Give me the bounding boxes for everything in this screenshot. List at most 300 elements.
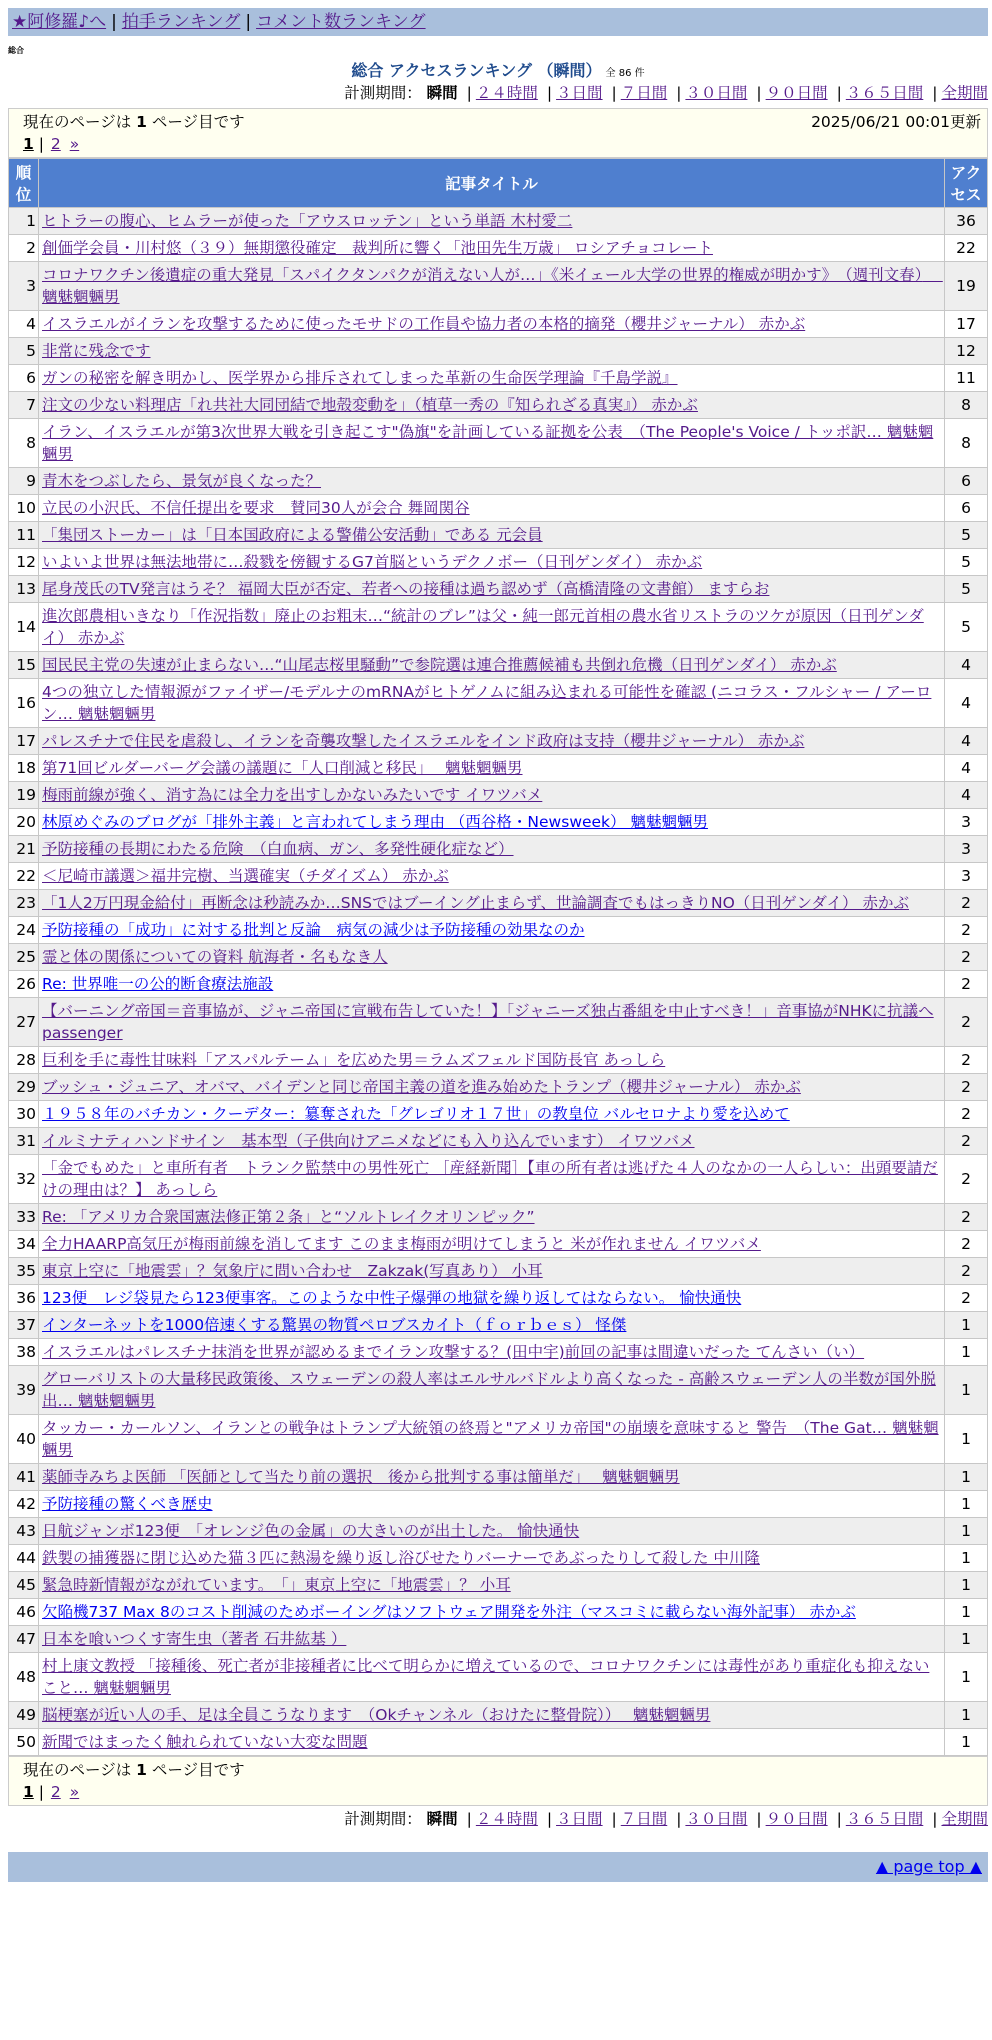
rank-number: 42 (9, 1491, 39, 1518)
article-title-link[interactable]: コロナワクチン後遺症の重大発見「スパイクタンパクが消えない人が…」《米イェール大学の世界的権威が明かす》 （週刊文春） 魑魅魍魎男 (42, 266, 943, 306)
article-title-link[interactable]: １９５８年のバチカン・クーデター：簒奪された「グレゴリオ１７世」の教皇位 バルセロナより愛を込めて (42, 1105, 790, 1123)
table-row (9, 1101, 988, 1128)
article-title-link[interactable]: 巨利を手に毒性甘味料「アスパルテーム」を広めた男＝ラムズフェルド国防長官 あっしら (42, 1051, 666, 1069)
rank-number: 36 (9, 1285, 39, 1312)
rank-number: 43 (9, 1518, 39, 1545)
access-count: 6 (945, 495, 988, 522)
table-row (9, 1047, 988, 1074)
table-row (9, 1599, 988, 1626)
article-title-link[interactable]: 非常に残念です (42, 342, 151, 360)
table-row (9, 1545, 988, 1572)
article-title-cell (39, 1101, 945, 1128)
article-title-cell (39, 1572, 945, 1599)
access-count: 1 (945, 1599, 988, 1626)
header-rank: 順位 (9, 159, 39, 208)
period-option[interactable]: ３日間 (556, 84, 603, 102)
table-row (9, 679, 988, 728)
article-title-cell (39, 1702, 945, 1729)
article-title-link[interactable]: 「金でもめた」と車所有者 トランク監禁中の男性死亡 ［産経新聞］【車の所有者は逃げた４人のなかの一人らしい：出頭要請だけの理由は？】 あっしら (42, 1159, 938, 1199)
rank-number: 25 (9, 944, 39, 971)
article-title-cell (39, 576, 945, 603)
rank-number: 8 (9, 419, 39, 468)
rank-number: 33 (9, 1204, 39, 1231)
article-title-cell (39, 836, 945, 863)
table-row (9, 1702, 988, 1729)
table-row (9, 338, 988, 365)
article-title-link[interactable]: 立民の小沢氏、不信任提出を要求 賛同30人が会合 舞岡関谷 (42, 499, 470, 517)
pager-current-page: 1 (23, 135, 34, 153)
article-title-link[interactable]: 国民民主党の失速が止まらない…“山尾志桜里騒動”で参院選は連合推薦候補も共倒れ危機（日刊ゲンダイ） 赤かぶ (42, 656, 837, 674)
period-option[interactable]: ７日間 (620, 1810, 668, 1828)
access-count: 1 (945, 1366, 988, 1415)
period-selector-top: 計測期間： 瞬間 | ２４時間 | ３日間 | ７日間 | ３０日間 | ９０日間 | ３６５日間 | 全期間 (344, 84, 988, 102)
table-row (9, 917, 988, 944)
access-count: 3 (945, 863, 988, 890)
rank-number: 50 (9, 1729, 39, 1756)
access-count: 1 (945, 1626, 988, 1653)
article-title-cell (39, 235, 945, 262)
category-label: 総合 (8, 46, 24, 55)
article-title-link[interactable]: グローバリストの大量移民政策後、スウェーデンの殺人率はエルサルバドルより高くなった - 高齢スウェーデン人の半数が国外脱出… 魑魅魍魎男 (42, 1370, 936, 1410)
rank-number: 6 (9, 365, 39, 392)
period-option[interactable]: ３６５日間 (845, 84, 924, 102)
article-title-cell (39, 809, 945, 836)
header-title: 記事タイトル (39, 159, 945, 208)
article-title-cell (39, 338, 945, 365)
table-row (9, 576, 988, 603)
access-count: 1 (945, 1518, 988, 1545)
access-count: 4 (945, 728, 988, 755)
table-row (9, 603, 988, 652)
article-title-link[interactable]: 林原めぐみのブログが「排外主義」と言われてしまう理由 （西谷格・Newsweek） 魑魅魍魎男 (42, 813, 708, 831)
rank-number: 4 (9, 311, 39, 338)
article-title-cell (39, 262, 945, 311)
access-count: 2 (945, 1128, 988, 1155)
rank-number: 49 (9, 1702, 39, 1729)
article-title-link[interactable]: ＜尼崎市議選＞福井完樹、当選確実（チダイズム） 赤かぶ (42, 867, 449, 885)
article-title-cell (39, 1155, 945, 1204)
article-title-cell (39, 419, 945, 468)
table-row (9, 419, 988, 468)
article-title-link[interactable]: 村上康文教授 「接種後、死亡者が非接種者に比べて明らかに増えているので、コロナワクチンには毒性があり重症化も抑えないこと… 魑魅魍魎男 (42, 1657, 930, 1697)
table-row (9, 1285, 988, 1312)
pager: 1 | 2 » (23, 1783, 80, 1801)
article-title-link[interactable]: 「集団ストーカー」は「日本国政府による警備公安活動」である 元会員 (42, 526, 543, 544)
access-count: 5 (945, 603, 988, 652)
article-title-cell (39, 1231, 945, 1258)
table-row (9, 755, 988, 782)
article-title-link[interactable]: 日本を喰いつくす寄生虫（著者 石井紘基 ） (42, 1630, 347, 1648)
article-title-link[interactable]: 123便 レジ袋見たら123便事客。このような中性子爆弾の地獄を繰り返してはならない。 愉快通快 (42, 1289, 742, 1307)
table-row (9, 1729, 988, 1756)
access-count: 4 (945, 679, 988, 728)
table-row (9, 495, 988, 522)
access-count: 5 (945, 522, 988, 549)
table-row (9, 1204, 988, 1231)
access-count: 3 (945, 836, 988, 863)
article-title-cell (39, 755, 945, 782)
article-title-cell (39, 890, 945, 917)
article-title-cell (39, 495, 945, 522)
article-title-cell (39, 1545, 945, 1572)
access-count: 4 (945, 755, 988, 782)
article-title-link[interactable]: イルミナティハンドサイン 基本型（子供向けアニメなどにも入り込んでいます） イワツバメ (42, 1132, 695, 1150)
period-current: 瞬間 (426, 84, 458, 102)
article-title-cell (39, 1729, 945, 1756)
article-title-link[interactable]: ヒトラーの腹心、ヒムラーが使った「アウスロッテン」という単語 木村愛二 (42, 212, 573, 230)
table-row (9, 1572, 988, 1599)
ranking-table-body (9, 208, 988, 1756)
table-row (9, 1415, 988, 1464)
table-row (9, 836, 988, 863)
table-row (9, 522, 988, 549)
access-count: 2 (945, 1155, 988, 1204)
period-option[interactable]: ２４時間 (475, 84, 538, 102)
table-row (9, 1464, 988, 1491)
rank-number: 31 (9, 1128, 39, 1155)
table-row (9, 1231, 988, 1258)
article-title-link[interactable]: ガンの秘密を解き明かし、医学界から排斥されてしまった革新の生命医学理論『千島学説』 (42, 369, 678, 387)
access-count: 22 (945, 235, 988, 262)
rank-number: 14 (9, 603, 39, 652)
article-title-link[interactable]: 尾身茂氏のTV発言はうそ？ 福岡大臣が否定、若者への接種は過ち認めず（高橋清隆の文書館） ますらお (42, 580, 770, 598)
article-title-cell (39, 1312, 945, 1339)
article-title-link[interactable]: 新聞ではまったく触れられていない大変な問題 (42, 1733, 368, 1751)
access-count: 2 (945, 1231, 988, 1258)
period-current: 瞬間 (426, 1810, 458, 1828)
rank-number: 13 (9, 576, 39, 603)
article-title-link[interactable]: いよいよ世界は無法地帯に…殺戮を傍観するG7首脳というデクノボー（日刊ゲンダイ） 赤かぶ (42, 553, 703, 571)
article-title-cell (39, 1366, 945, 1415)
period-option[interactable]: 全期間 (941, 84, 988, 102)
pager-page-2[interactable]: 2 (50, 135, 61, 153)
article-title-cell (39, 522, 945, 549)
period-option[interactable]: ７日間 (620, 84, 668, 102)
period-option[interactable]: ９０日間 (765, 1810, 828, 1828)
access-count: 1 (945, 1702, 988, 1729)
article-title-link[interactable]: 創価学会員・川村悠（３９）無期懲役確定 裁判所に響く「池田先生万歳」 ロシアチョコレート (42, 239, 713, 257)
table-row (9, 365, 988, 392)
article-title-cell (39, 208, 945, 235)
table-row (9, 863, 988, 890)
table-row (9, 392, 988, 419)
article-title-link[interactable]: 東京上空に「地震雲」？気象庁に問い合わせ Zakzak(写真あり） 小耳 (42, 1262, 543, 1280)
article-title-cell (39, 971, 945, 998)
period-option[interactable]: ３０日間 (685, 84, 748, 102)
article-title-cell (39, 782, 945, 809)
access-count: 17 (945, 311, 988, 338)
ranking-title-row (8, 60, 988, 82)
access-count: 1 (945, 1545, 988, 1572)
rank-number: 30 (9, 1101, 39, 1128)
access-count: 4 (945, 652, 988, 679)
article-title-cell (39, 1464, 945, 1491)
table-header-row (9, 159, 988, 208)
article-title-cell (39, 365, 945, 392)
table-row (9, 1074, 988, 1101)
article-title-link[interactable]: 「1人2万円現金給付」再断念は秒読みか…SNSではブーイング止まらず、世論調査でもはっきりNO（日刊ゲンダイ） 赤かぶ (42, 894, 909, 912)
rank-number: 20 (9, 809, 39, 836)
access-count: 1 (945, 1653, 988, 1702)
access-count: 2 (945, 998, 988, 1047)
access-count: 2 (945, 917, 988, 944)
article-title-cell (39, 603, 945, 652)
access-count: 1 (945, 1312, 988, 1339)
page-info-box-top (8, 108, 988, 158)
table-row (9, 468, 988, 495)
rank-number: 28 (9, 1047, 39, 1074)
rank-number: 22 (9, 863, 39, 890)
footer-bar (8, 1852, 988, 1882)
rank-number: 19 (9, 782, 39, 809)
rank-number: 41 (9, 1464, 39, 1491)
article-title-link[interactable]: イスラエルはパレスチナ抹消を世界が認めるまでイラン攻撃する？(田中宇)前回の記事は間違いだった てんさい（い） (42, 1343, 865, 1361)
table-row (9, 208, 988, 235)
access-count: 2 (945, 1047, 988, 1074)
table-row (9, 1653, 988, 1702)
access-count: 3 (945, 809, 988, 836)
page-info-box-bottom (8, 1756, 988, 1806)
article-title-cell (39, 1653, 945, 1702)
table-row (9, 728, 988, 755)
rank-number: 40 (9, 1415, 39, 1464)
access-count: 1 (945, 1464, 988, 1491)
period-option[interactable]: ２４時間 (475, 1810, 538, 1828)
pager-current-page: 1 (23, 1783, 34, 1801)
table-row (9, 1312, 988, 1339)
article-title-link[interactable]: 脳梗塞が近い人の手、足は全員こうなります （Okチャンネル（おけたに整骨院）） 魑魅魍魎男 (42, 1706, 711, 1724)
rank-number: 39 (9, 1366, 39, 1415)
period-option[interactable]: 全期間 (941, 1810, 988, 1828)
rank-number: 16 (9, 679, 39, 728)
article-title-cell (39, 1415, 945, 1464)
nav-link-comment-ranking[interactable]: コメント数ランキング (256, 12, 426, 32)
article-title-link[interactable]: 進次郎農相いきなり「作況指数」廃止のお粗末…“統計のブレ”は父・純一郎元首相の農水省リストラのツケが原因（日刊ゲンダイ） 赤かぶ (42, 607, 924, 647)
access-count: 11 (945, 365, 988, 392)
access-count: 2 (945, 971, 988, 998)
header-count: アクセス (945, 159, 988, 208)
article-title-link[interactable]: タッカー・カールソン、イランとの戦争はトランプ大統領の終焉と"アメリカ帝国"の崩壊を意味すると 警告 （The Gat… 魑魅魍魎男 (42, 1419, 939, 1459)
pager-next[interactable]: » (69, 135, 80, 153)
article-title-cell (39, 311, 945, 338)
article-title-link[interactable]: パレスチナで住民を虐殺し、イランを奇襲攻撃したイスラエルをインド政府は支持（櫻井ジャーナル） 赤かぶ (42, 732, 805, 750)
period-option[interactable]: ３０日間 (685, 1810, 748, 1828)
access-count: 5 (945, 576, 988, 603)
article-title-link[interactable]: 4つの独立した情報源がファイザー/モデルナのmRNAがヒトゲノムに組み込まれる可能性を確認 (ニコラス・フルシャー / アーロン… 魑魅魍魎男 (42, 683, 932, 723)
nav-separator: | (111, 12, 117, 32)
article-title-link[interactable]: 全力HAARP高気圧が梅雨前線を消してます このまま梅雨が明けてしまうと 米が作れません イワツバメ (42, 1235, 761, 1253)
table-row (9, 1366, 988, 1415)
rank-number: 24 (9, 917, 39, 944)
rank-number: 29 (9, 1074, 39, 1101)
access-count: 5 (945, 549, 988, 576)
article-title-cell (39, 917, 945, 944)
table-row (9, 809, 988, 836)
article-title-link[interactable]: 第71回ビルダーバーグ会議の議題に「人口削減と移民」 魑魅魍魎男 (42, 759, 523, 777)
rank-number: 32 (9, 1155, 39, 1204)
article-title-link[interactable]: Re: 「アメリカ合衆国憲法修正第２条」と“ソルトレイクオリンピック” (42, 1208, 535, 1226)
article-title-link[interactable]: 欠陥機737 Max 8のコスト削減のためボーイングはソフトウェア開発を外注（マスコミに載らない海外記事） 赤かぶ (42, 1603, 856, 1621)
access-count: 1 (945, 1729, 988, 1756)
article-title-cell (39, 1339, 945, 1366)
rank-number: 23 (9, 890, 39, 917)
access-count: 8 (945, 419, 988, 468)
ranking-table (8, 158, 988, 1756)
rank-number: 35 (9, 1258, 39, 1285)
rank-number: 11 (9, 522, 39, 549)
article-title-cell (39, 1285, 945, 1312)
table-row (9, 549, 988, 576)
article-title-link[interactable]: ブッシュ・ジュニア、オバマ、バイデンと同じ帝国主義の道を進み始めたトランプ（櫻井ジャーナル） 赤かぶ (42, 1078, 801, 1096)
table-row (9, 782, 988, 809)
article-title-link[interactable]: イラン、イスラエルが第3次世界大戦を引き起こす"偽旗"を計画している証拠を公表 （The People's Voice / トッポ訳… 魑魅魍魎男 (42, 423, 934, 463)
article-title-link[interactable]: 注文の少ない料理店「れ共社大同団結で地殻変動を」（植草一秀の『知られざる真実』） 赤かぶ (42, 396, 698, 414)
rank-number: 38 (9, 1339, 39, 1366)
rank-number: 12 (9, 549, 39, 576)
rank-number: 3 (9, 262, 39, 311)
article-title-cell (39, 1074, 945, 1101)
article-title-cell (39, 1491, 945, 1518)
article-title-link[interactable]: イスラエルがイランを攻撃するために使ったモサドの工作員や協力者の本格的摘発（櫻井ジャーナル） 赤かぶ (42, 315, 806, 333)
article-title-link[interactable]: 予防接種の驚くべき歴史 (42, 1495, 213, 1513)
period-option[interactable]: ３６５日間 (845, 1810, 924, 1828)
table-row (9, 1258, 988, 1285)
rank-number: 2 (9, 235, 39, 262)
access-count: 2 (945, 1285, 988, 1312)
page-status: 現在のページは 1 ページ目です (23, 113, 245, 131)
article-title-cell (39, 549, 945, 576)
rank-number: 10 (9, 495, 39, 522)
access-count: 2 (945, 1101, 988, 1128)
access-count: 36 (945, 208, 988, 235)
period-selector-bottom: 計測期間： 瞬間 | ２４時間 | ３日間 | ７日間 | ３０日間 | ９０日間 | ３６５日間 | 全期間 (344, 1810, 988, 1828)
nav-link-asyura-home[interactable]: ★阿修羅♪へ (12, 12, 107, 32)
access-count: 2 (945, 1204, 988, 1231)
ranking-title: 総合 アクセスランキング （瞬間） (351, 61, 602, 80)
pager: 1 | 2 » (23, 135, 80, 153)
article-title-link[interactable]: 薬師寺みちよ医師 「医師として当たり前の選択 後から批判する事は簡単だ」 魑魅魍魎男 (42, 1468, 680, 1486)
period-option[interactable]: ３日間 (556, 1810, 603, 1828)
period-label: 計測期間： (344, 84, 422, 102)
pager-page-2[interactable]: 2 (50, 1783, 61, 1801)
rank-number: 5 (9, 338, 39, 365)
table-row (9, 311, 988, 338)
rank-number: 9 (9, 468, 39, 495)
access-count: 1 (945, 1491, 988, 1518)
article-title-cell (39, 392, 945, 419)
article-title-cell (39, 1204, 945, 1231)
access-count: 1 (945, 1415, 988, 1464)
rank-number: 44 (9, 1545, 39, 1572)
table-row (9, 1155, 988, 1204)
access-count: 2 (945, 890, 988, 917)
article-title-link[interactable]: 【バーニング帝国＝音事協が、ジャニ帝国に宣戦布告していた！】「ジャニーズ独占番組を中止すべき！」音事協がNHKに抗議へ passenger (42, 1002, 934, 1042)
rank-number: 15 (9, 652, 39, 679)
rank-number: 7 (9, 392, 39, 419)
article-title-cell (39, 1128, 945, 1155)
rank-number: 18 (9, 755, 39, 782)
article-title-link[interactable]: Re: 世界唯一の公的断食療法施設 (42, 975, 274, 993)
access-count: 6 (945, 468, 988, 495)
article-title-cell (39, 1626, 945, 1653)
table-row (9, 890, 988, 917)
article-title-link[interactable]: 予防接種の長期にわたる危険 （白血病、ガン、多発性硬化症など） (42, 840, 514, 858)
period-option[interactable]: ９０日間 (765, 84, 828, 102)
top-nav-bar (8, 8, 988, 36)
article-title-cell (39, 998, 945, 1047)
article-title-cell (39, 468, 945, 495)
access-count: 1 (945, 1572, 988, 1599)
table-row (9, 652, 988, 679)
table-row (9, 1491, 988, 1518)
table-row (9, 1128, 988, 1155)
table-row (9, 1518, 988, 1545)
rank-number: 47 (9, 1626, 39, 1653)
table-row (9, 998, 988, 1047)
rank-number: 46 (9, 1599, 39, 1626)
table-row (9, 944, 988, 971)
total-count: 全 86 件 (605, 68, 645, 79)
rank-number: 34 (9, 1231, 39, 1258)
nav-separator: | (245, 12, 252, 32)
table-row (9, 262, 988, 311)
rank-number: 21 (9, 836, 39, 863)
rank-number: 48 (9, 1653, 39, 1702)
article-title-cell (39, 1258, 945, 1285)
updated-timestamp: 2025/06/21 00:01更新 (811, 113, 981, 131)
period-label: 計測期間： (344, 1810, 422, 1828)
article-title-link[interactable]: 霊と体の関係についての資料 航海者・名もなき人 (42, 948, 388, 966)
article-title-cell (39, 944, 945, 971)
table-row (9, 1339, 988, 1366)
table-row (9, 971, 988, 998)
article-title-link[interactable]: 青木をつぶしたら、景気が良くなった？ (42, 472, 322, 490)
page-status: 現在のページは 1 ページ目です (23, 1761, 245, 1779)
nav-link-applause-ranking[interactable]: 拍手ランキング (121, 12, 241, 32)
access-count: 12 (945, 338, 988, 365)
article-title-link[interactable]: 梅雨前線が強く、消す為には全力を出すしかないみたいです イワツバメ (42, 786, 543, 804)
article-title-link[interactable]: 鉄製の捕獲器に閉じ込めた猫３匹に熱湯を繰り返し浴びせたりバーナーであぶったりして殺した 中川隆 (42, 1549, 760, 1567)
access-count: 8 (945, 392, 988, 419)
article-title-link[interactable]: インターネットを1000倍速くする驚異の物質ペロブスカイト（ｆｏｒｂｅｓ） 怪傑 (42, 1316, 627, 1334)
access-count: 2 (945, 1074, 988, 1101)
access-count: 2 (945, 1258, 988, 1285)
rank-number: 26 (9, 971, 39, 998)
article-title-link[interactable]: 緊急時新情報がながれています。 「」東京上空に「地震雲」？ 小耳 (42, 1576, 511, 1594)
page-top-link[interactable]: ▲ page top ▲ (875, 1857, 982, 1876)
article-title-cell (39, 679, 945, 728)
article-title-cell (39, 1599, 945, 1626)
rank-number: 17 (9, 728, 39, 755)
access-count: 4 (945, 782, 988, 809)
rank-number: 45 (9, 1572, 39, 1599)
rank-number: 1 (9, 208, 39, 235)
article-title-cell (39, 1047, 945, 1074)
article-title-link[interactable]: 予防接種の「成功」に対する批判と反論 病気の減少は予防接種の効果なのか (42, 921, 585, 939)
pager-next[interactable]: » (69, 1783, 80, 1801)
article-title-cell (39, 863, 945, 890)
rank-number: 37 (9, 1312, 39, 1339)
table-row (9, 235, 988, 262)
article-title-cell (39, 728, 945, 755)
article-title-cell (39, 1518, 945, 1545)
access-count: 1 (945, 1339, 988, 1366)
article-title-link[interactable]: 日航ジャンボ123便 「オレンジ色の金属」の大きいのが出土した。 愉快通快 (42, 1522, 580, 1540)
access-count: 2 (945, 944, 988, 971)
table-row (9, 1626, 988, 1653)
page-wrapper (8, 8, 988, 1882)
access-count: 19 (945, 262, 988, 311)
